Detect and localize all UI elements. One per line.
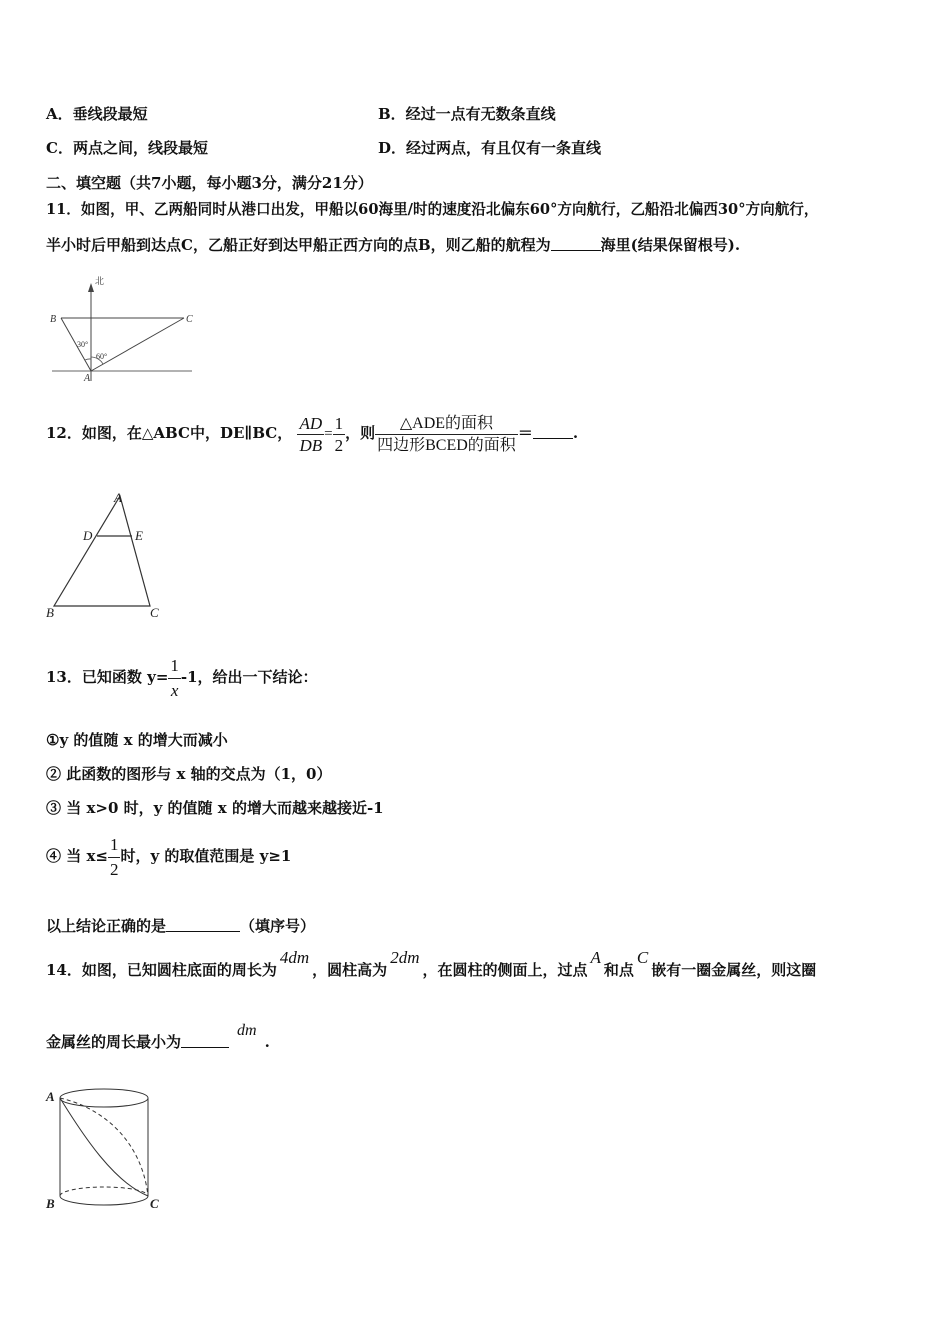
- q11-label-a: A: [84, 373, 91, 384]
- q11-line1: 11．如图，甲、乙两船同时从港口出发，甲船以60海里/时的速度沿北偏东60°方向航行，乙船沿北偏西30°方向航行，: [46, 201, 819, 218]
- q12-triangle-abc: [54, 496, 150, 606]
- q13-s4-prefix: ④ 当 x≤: [46, 847, 108, 865]
- q13-answer-blank[interactable]: [166, 917, 240, 932]
- q14-bottom-front-arc: [60, 1196, 148, 1205]
- q12-line: [46, 402, 578, 464]
- q14-value-circumference: 4dm: [279, 948, 310, 967]
- q12-equals: =: [324, 426, 333, 442]
- q11-line2-before: 半小时后甲船到达点C，乙船正好到达甲船正西方向的点B，则乙船的航程为: [46, 236, 551, 254]
- q12-label-e: E: [135, 528, 143, 543]
- q12-frac3-den: 四边形BCED的面积: [377, 436, 516, 454]
- q13-answer-line: [46, 915, 315, 936]
- q13-fraction-half: [108, 833, 121, 882]
- q13-s4-den: 2: [109, 859, 119, 879]
- q11-line2-after: 海里(结果保留根号).: [600, 236, 741, 254]
- q13-suffix: -1，给出一下结论：: [180, 668, 318, 686]
- q14-t4: 和点: [603, 961, 634, 979]
- q14-wire-front: [60, 1098, 148, 1196]
- q14-t5: 嵌有一圈金属丝，则这圈: [651, 961, 817, 979]
- q14-label-b: B: [46, 1196, 55, 1211]
- q13-answer-suffix: （填序号）: [240, 917, 316, 935]
- option-a: A．垂线段最短: [46, 105, 148, 123]
- q14-answer-blank[interactable]: [181, 1033, 229, 1048]
- q12-frac1-num: AD: [299, 413, 323, 433]
- q12-mid: ，则: [345, 424, 376, 442]
- option-b: B．经过一点有无数条直线: [378, 105, 556, 123]
- q11-label-angle-60: 60°: [96, 352, 108, 361]
- q13-prefix: 13．已知函数 y=: [46, 668, 169, 686]
- q13-s4-num: 1: [108, 833, 121, 858]
- q14-t3: ，在圆柱的侧面上，过点: [422, 961, 588, 979]
- q12-label-d: D: [83, 528, 93, 543]
- q13-statement-1: ①y 的值随 x 的增大而减小: [46, 731, 228, 749]
- q13-frac-num: 1: [168, 654, 181, 679]
- q12-figure: [40, 488, 168, 622]
- q11-label-angle-30: 30°: [77, 340, 89, 349]
- q13-answer-prefix: 以上结论正确的是: [46, 917, 167, 935]
- q12-prefix: 12．如图，在△ABC中，DE∥BC，: [46, 424, 293, 442]
- q14-point-c: C: [636, 948, 649, 967]
- q14-t2: ，圆柱高为: [312, 961, 388, 979]
- q14-top-ellipse: [60, 1089, 148, 1107]
- option-c: C．两点之间，线段最短: [46, 139, 208, 157]
- q12-suffix: ＝: [517, 424, 533, 442]
- q13-statement-4: [46, 828, 291, 884]
- q11-line-ac: [91, 318, 184, 371]
- q12-frac3-num: △ADE的面积: [375, 413, 518, 435]
- q12-label-b: B: [46, 605, 54, 620]
- q11-figure: [48, 272, 196, 386]
- q14-figure: [44, 1082, 168, 1220]
- q13-statement-3: ③ 当 x>0 时，y 的值随 x 的增大而越来越接近-1: [46, 799, 384, 817]
- q11-angle-arc-30: [85, 359, 91, 360]
- q14-value-height: 2dm: [390, 948, 420, 967]
- q14-line2: [46, 1020, 270, 1064]
- q13-s4-suffix: 时，y 的取值范围是 y≥1: [120, 847, 292, 865]
- q14-point-a: A: [590, 948, 601, 967]
- q12-fraction-area: [375, 413, 518, 456]
- q14-label-a: A: [46, 1089, 55, 1104]
- q11-line2: [46, 234, 740, 255]
- q14-line2-prefix: 金属丝的周长最小为: [46, 1033, 182, 1051]
- q14-label-c: C: [150, 1196, 159, 1211]
- section-heading: 二、填空题（共7小题，每小题3分，满分21分）: [46, 174, 373, 192]
- q13-fraction-1-over-x: [168, 654, 181, 703]
- q14-t1: 14．如图，已知圆柱底面的周长为: [46, 961, 277, 979]
- q12-fraction-ad-db: [297, 413, 324, 456]
- q13-line: [46, 642, 318, 712]
- q11-label-c: C: [186, 314, 193, 325]
- q14-end: .: [264, 1033, 270, 1051]
- q11-north-arrow-icon: [88, 283, 94, 292]
- q14-unit: dm: [237, 1022, 257, 1039]
- q12-frac2-den: 2: [334, 435, 344, 455]
- q13-statement-2: ② 此函数的图形与 x 轴的交点为（1，0）: [46, 765, 332, 783]
- option-d: D．经过两点，有且仅有一条直线: [378, 139, 602, 157]
- q14-wire-back: [60, 1098, 148, 1196]
- q11-label-north: 北: [95, 276, 105, 286]
- q12-label-c: C: [150, 605, 159, 620]
- q11-answer-blank[interactable]: [551, 236, 601, 251]
- q12-answer-blank[interactable]: [533, 424, 573, 439]
- q12-frac1-den: DB: [299, 435, 323, 455]
- q11-label-b: B: [50, 314, 57, 325]
- q13-frac-den: x: [170, 680, 179, 700]
- q12-end: .: [572, 424, 579, 442]
- q14-line1: [46, 948, 816, 992]
- q12-label-a: A: [114, 490, 122, 505]
- q12-frac2-num: 1: [334, 413, 344, 433]
- q12-fraction-half: [333, 413, 346, 456]
